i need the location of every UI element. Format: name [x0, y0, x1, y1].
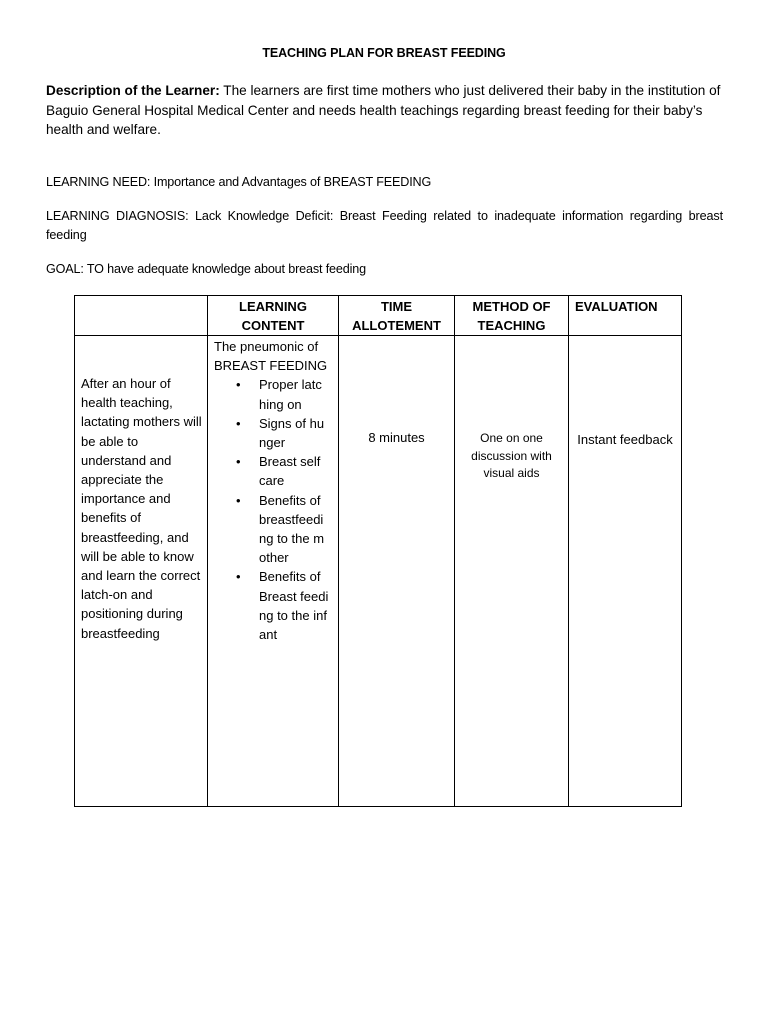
table-header-row [75, 296, 682, 336]
goal: GOAL: TO have adequate knowledge about breast feeding [46, 262, 366, 276]
bullet-icon: • [236, 492, 241, 508]
table-row [75, 336, 682, 807]
header-learning-content: LEARNING CONTENT [208, 296, 339, 336]
method-of-teaching-cell: One on one discussion with visual aids [455, 336, 569, 807]
list-item-text: Breast self care [259, 454, 321, 489]
list-item [236, 414, 329, 452]
time-allotment-cell: 8 minutes [339, 336, 455, 807]
bullet-icon: • [236, 569, 241, 585]
document-title: TEACHING PLAN FOR BREAST FEEDING [262, 46, 506, 60]
list-item-text: Proper latching on [259, 377, 322, 412]
header-method-of-teaching: METHOD OF TEACHING [455, 296, 569, 336]
teaching-plan-table [74, 295, 682, 807]
list-item [236, 452, 329, 490]
list-item-text: Benefits of Breast feeding to the infant [259, 569, 329, 643]
bullet-icon: • [236, 377, 241, 393]
objective-cell: After an hour of health teaching, lactating mothers will be able to understand and appreciate the importance and benefits of breastfeeding, and will be able to know and learn the correct latch-on and positioning during breastfeeding [75, 336, 208, 807]
learning-need: LEARNING NEED: Importance and Advantages of BREAST FEEDING [46, 175, 432, 189]
list-item-text: Signs of hunger [259, 415, 325, 451]
list-item-text: Benefits of breastfeeding to the mother [259, 492, 325, 566]
list-item [236, 491, 329, 568]
list-item [236, 567, 329, 644]
content-intro: The pneumonic of BREAST FEEDING [214, 339, 328, 374]
learning-content-cell [208, 336, 339, 807]
learner-description-label: Description of the Learner: [46, 83, 220, 98]
learning-diagnosis: LEARNING DIAGNOSIS: Lack Knowledge Deficit: Breast Feeding related to inadequate information regarding breast feeding [46, 209, 723, 242]
learner-description-text: The learners are first time mothers who just delivered their baby in the institution of Baguio General Hospital Medical Center and needs health teachings regarding breast feeding for their baby’s health and welfare. [46, 83, 721, 137]
header-evaluation: EVALUATION [569, 296, 682, 336]
bullet-icon: • [236, 454, 241, 470]
list-item [236, 375, 329, 413]
content-list [214, 375, 336, 644]
evaluation-cell: Instant feedback [569, 336, 682, 807]
header-objective [75, 296, 208, 336]
learner-description [46, 81, 723, 140]
header-time-allotment: TIME ALLOTEMENT [339, 296, 455, 336]
bullet-icon: • [236, 415, 241, 431]
